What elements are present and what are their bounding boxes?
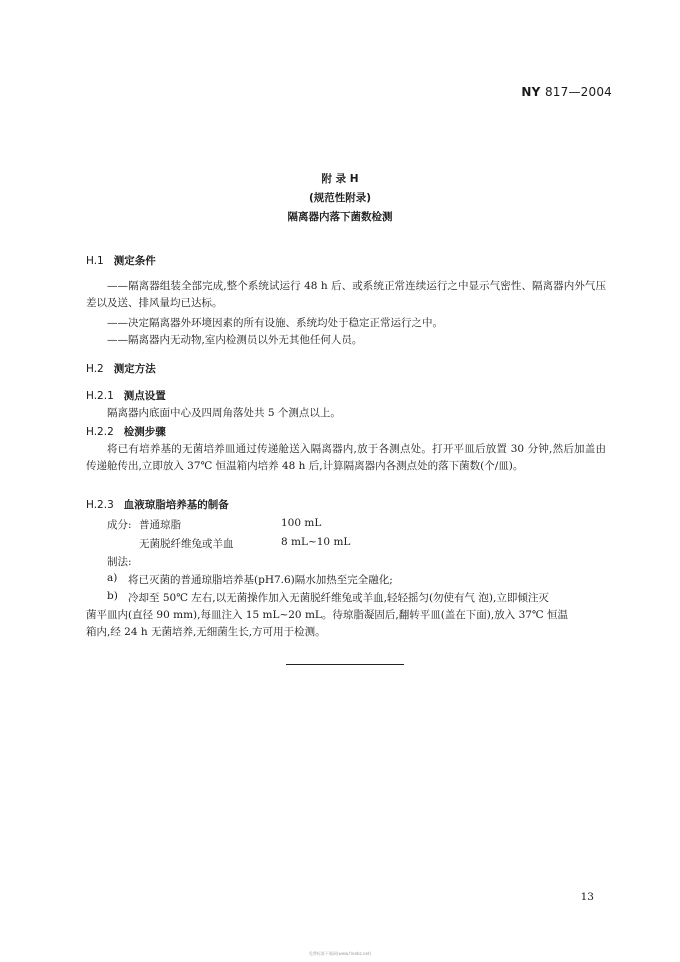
section-number: H.2.1 <box>86 390 114 402</box>
step-b-line-1: 冷却至 50℃ 左右,以无菌操作加入无菌脱纤维兔或羊血,轻轻摇匀(勿使有气 泡),立即倾注灭 <box>128 592 549 604</box>
section-number: H.1 <box>86 255 104 267</box>
step-a-label: a) <box>107 572 118 584</box>
h1-condition-3: ——隔离器内无动物,室内检测员以外无其他任何人员。 <box>107 334 363 346</box>
normative-label: (规范性附录) <box>308 192 372 204</box>
standard-number <box>521 85 612 99</box>
section-title: 测定方法 <box>113 363 156 375</box>
section-title: 检测步骤 <box>123 426 166 438</box>
h1-condition-2: ——决定隔离器外环境因素的所有设施、系统均处于稳定正常运行之中。 <box>107 317 443 329</box>
composition-label: 成分: <box>107 519 132 531</box>
step-a-text: 将已灭菌的普通琼脂培养基(pH7.6)隔水加热至完全融化; <box>128 574 393 586</box>
step-b-line-2: 菌平皿内(直径 90 mm),每皿注入 15 mL~20 mL。待琼脂凝固后,翻转平皿(盖在下面),放入 37℃ 恒温 <box>86 609 569 621</box>
ingredient-1-amount: 100 mL <box>281 517 322 529</box>
end-rule <box>286 664 404 665</box>
section-h22-heading <box>86 424 166 439</box>
section-title: 血液琼脂培养基的制备 <box>123 499 229 511</box>
step-b-line-3: 箱内,经 24 h 无菌培养,无细菌生长,方可用于检测。 <box>86 626 326 638</box>
standard-code: 817—2004 <box>544 85 612 99</box>
section-title: 测定条件 <box>113 255 156 267</box>
appendix-label: 附 录 H <box>321 173 359 185</box>
method-label: 制法: <box>107 556 132 568</box>
standard-prefix: NY <box>521 85 541 99</box>
page-number: 13 <box>580 891 594 903</box>
ingredient-1-name: 普通琼脂 <box>139 519 181 531</box>
footer-watermark: 免费标准下载网(www.freebz.net) <box>308 951 372 956</box>
section-h23-heading <box>86 497 229 512</box>
ingredient-2-amount: 8 mL~10 mL <box>281 536 351 548</box>
section-h2-heading <box>86 361 156 376</box>
section-number: H.2 <box>86 363 104 375</box>
appendix-title: 隔离器内落下菌数检测 <box>287 211 393 223</box>
section-number: H.2.3 <box>86 499 114 511</box>
section-number: H.2.2 <box>86 426 114 438</box>
step-b-label: b) <box>107 590 118 602</box>
h21-text: 隔离器内底面中心及四周角落处共 5 个测点以上。 <box>107 407 341 419</box>
h22-text: 将已有培养基的无菌培养皿通过传递舱送入隔离器内,放于各测点处。打开平皿后放置 30 分钟,然后加盖由传递舱传出,立即放入 37℃ 恒温箱内培养 48 h 后,计算隔离器内各测点处的落下菌数(个/皿)。 <box>86 443 606 472</box>
ingredient-2-name: 无菌脱纤维兔或羊血 <box>139 538 234 550</box>
h1-condition-1: ——隔离器组装全部完成,整个系统试运行 48 h 后、或系统正常连续运行之中显示气密性、隔离器内外气压差以及送、排风量均已达标。 <box>86 280 606 309</box>
section-h1-heading <box>86 253 156 268</box>
section-h21-heading <box>86 388 166 403</box>
section-title: 测点设置 <box>123 390 166 402</box>
